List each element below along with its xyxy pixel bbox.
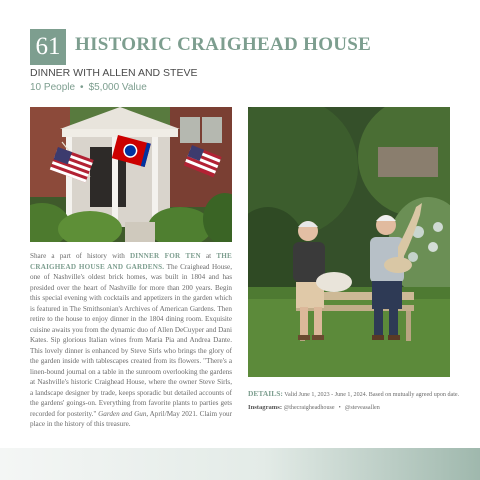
meta-separator: • — [80, 82, 84, 93]
page-title: HISTORIC CRAIGHEAD HOUSE — [75, 34, 372, 55]
instagram-separator: • — [338, 405, 341, 411]
description-text — [30, 251, 232, 430]
description-part4: , April/May 2021. Claim your place in the history of this treasure. — [30, 409, 232, 428]
instagram-handle-steve[interactable]: @steveasallen — [344, 405, 380, 411]
people-count: 10 People — [30, 82, 76, 93]
item-number-badge: 61 — [30, 29, 66, 65]
highlight-venue: THE CRAIGHEAD HOUSE AND GARDENS. — [30, 252, 232, 271]
instagram-line — [248, 404, 380, 411]
item-value: $5,000 Value — [88, 82, 147, 93]
footer-band — [0, 448, 480, 480]
item-meta — [30, 82, 147, 93]
instagram-label: Instagrams: — [248, 404, 283, 411]
details-label: DETAILS: — [248, 389, 283, 398]
description-part3: The Craighead House, one of Nashville's oldest brick homes, was built in 1804 and has presided over the heart of Nashville for more than 200 years. Begin this special evening with cocktails and appetizers in the garden which is featured in The Smithsonian's Archives of American Gardens. Then retire to the house to enjoy dinner in the 1804 dining room. Exquisite cuisine awaits you from the dynamic duo of Allen DeCuyper and Dani Kates. Sip glorious Italian wines from Maria Pia and Andrea Dante. This lovely dinner is enhanced by Steve Sirls who brings the glory of the garden inside with tablescapes created from its flowers. "There's a linen-bound journal on a table in the sunroom overlooking the gardens at Nashville's historic Craighead House, where the owner Steve Sirls, a landscape designer by trade, keeps sporadic but detailed accounts of the gardens' goings-on. Everything from favorite plants to parties gets recorded for posterity." — [30, 262, 232, 418]
house-photo — [30, 107, 232, 242]
quote-source: Garden and Gun — [98, 409, 147, 418]
details-line — [248, 389, 458, 398]
description-part2: at — [200, 252, 217, 260]
highlight-dinner: DINNER FOR TEN — [129, 252, 201, 260]
hosts-photo — [248, 107, 450, 377]
page-subtitle: DINNER WITH ALLEN AND STEVE — [30, 67, 198, 79]
details-text: Valid June 1, 2023 - June 1, 2024. Based on mutually agreed upon date. — [284, 392, 460, 398]
instagram-handle-house[interactable]: @thecraigheadhouse — [283, 405, 335, 411]
description-part1: Share a part of history with — [30, 252, 130, 260]
